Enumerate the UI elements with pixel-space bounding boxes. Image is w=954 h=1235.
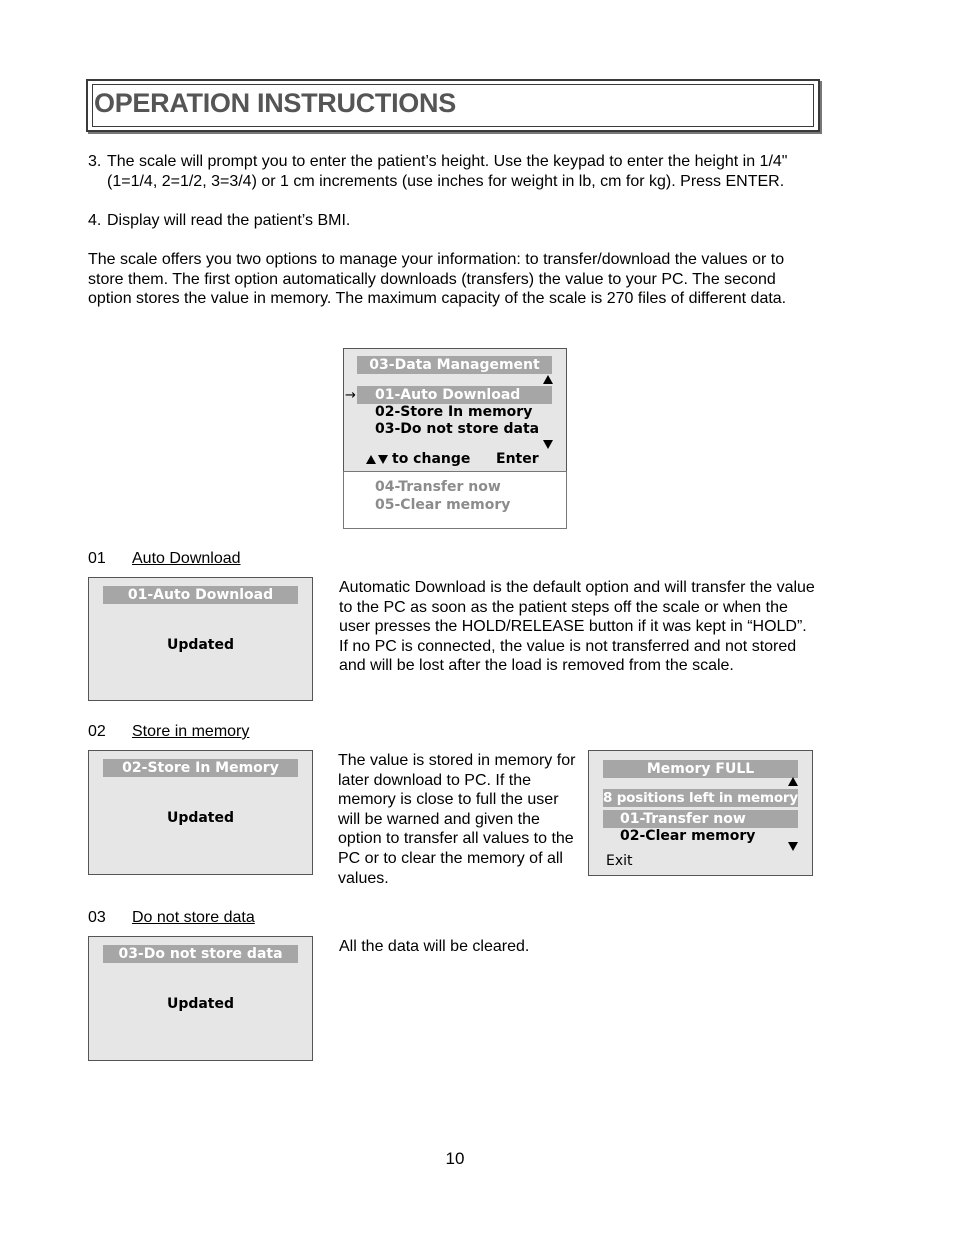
step-text: The scale will prompt you to enter the patient’s height. Use the keypad to enter the height in 1/4" (1=1/4, 2=1/2, 3=3/4) or 1 cm increments (use inches for weight in lb, cm for kg). Press ENTER. [107, 153, 788, 190]
menu-item: 03-Do not store data [375, 421, 540, 437]
auto-download-screen [88, 577, 313, 701]
section-title-do-not-store: Do not store data [132, 909, 255, 926]
up-arrow-icon [366, 455, 376, 464]
screen-status: Updated [166, 810, 235, 826]
down-arrow-icon [378, 455, 388, 464]
intro-text: The scale offers you two options to manage your information: to transfer/download the values or to store them. The first option automatically downloads (transfers) the value to your PC. The second option stores the value in memory. The maximum capacity of the scale is 270 files of different data. [88, 251, 787, 308]
step-4 [88, 211, 818, 231]
hidden-menu-items [343, 471, 567, 529]
step-text: Display will read the patient’s BMI. [107, 212, 351, 229]
auto-download-description [339, 578, 819, 676]
description-text: The value is stored in memory for later download to PC. If the memory is close to full the user will be warned and given the option to transfer all values to the PC or to clear the memory of all values. [338, 752, 576, 887]
step-number: 4. [88, 212, 102, 229]
description-text: Automatic Download is the default option and will transfer the value to the PC as soon as the patient steps off the scale or when the user presses the HOLD/RELEASE button if it was kept in “HOLD”. If no PC is connected, the value is not transferred and not stored and will be lost after the load is removed from the scale. [339, 579, 815, 675]
screen-title: 03-Do not store data [103, 945, 298, 963]
section-title-store-in-memory: Store in memory [132, 723, 250, 740]
memory-warning: 8 positions left in memory [603, 790, 798, 806]
memory-full-title: Memory FULL [603, 760, 798, 778]
screen-title: 02-Store In Memory [103, 759, 298, 777]
menu-item-hidden: 05-Clear memory [375, 497, 511, 513]
memory-full-screen [588, 750, 813, 876]
screen-status: Updated [166, 637, 235, 653]
store-in-memory-description [338, 751, 578, 888]
scroll-up-icon [543, 375, 553, 384]
footer-change-label: to change [392, 451, 471, 467]
section-title-auto-download: Auto Download [132, 550, 241, 567]
scroll-up-icon [788, 777, 798, 786]
screen-title: 01-Auto Download [103, 586, 298, 604]
pointer-arrow-icon: → [345, 388, 356, 403]
description-text: All the data will be cleared. [339, 938, 530, 955]
step-number: 3. [88, 153, 102, 170]
menu-item-selected: 01-Auto Download [357, 386, 552, 404]
scroll-down-icon [788, 842, 798, 851]
section-number: 02 [88, 723, 106, 740]
page-number: 10 [445, 1149, 465, 1168]
scroll-down-icon [543, 440, 553, 449]
page-title: OPERATION INSTRUCTIONS [94, 88, 456, 118]
intro-paragraph [88, 250, 823, 309]
step-3 [88, 152, 818, 191]
screen-status: Updated [166, 996, 235, 1012]
section-header [86, 79, 820, 132]
menu-screen [343, 348, 567, 473]
option-transfer-now: 01-Transfer now [603, 810, 798, 828]
option-clear-memory: 02-Clear memory [620, 828, 756, 844]
menu-item: 02-Store In memory [375, 404, 533, 420]
menu-screen-title: 03-Data Management [357, 356, 552, 374]
store-in-memory-screen [88, 750, 313, 875]
menu-item-hidden: 04-Transfer now [375, 479, 501, 495]
do-not-store-description [339, 937, 819, 957]
do-not-store-screen [88, 936, 313, 1061]
section-number: 03 [88, 909, 106, 926]
footer-enter-label: Enter [496, 451, 539, 467]
exit-label: Exit [606, 853, 633, 869]
section-number: 01 [88, 550, 106, 567]
